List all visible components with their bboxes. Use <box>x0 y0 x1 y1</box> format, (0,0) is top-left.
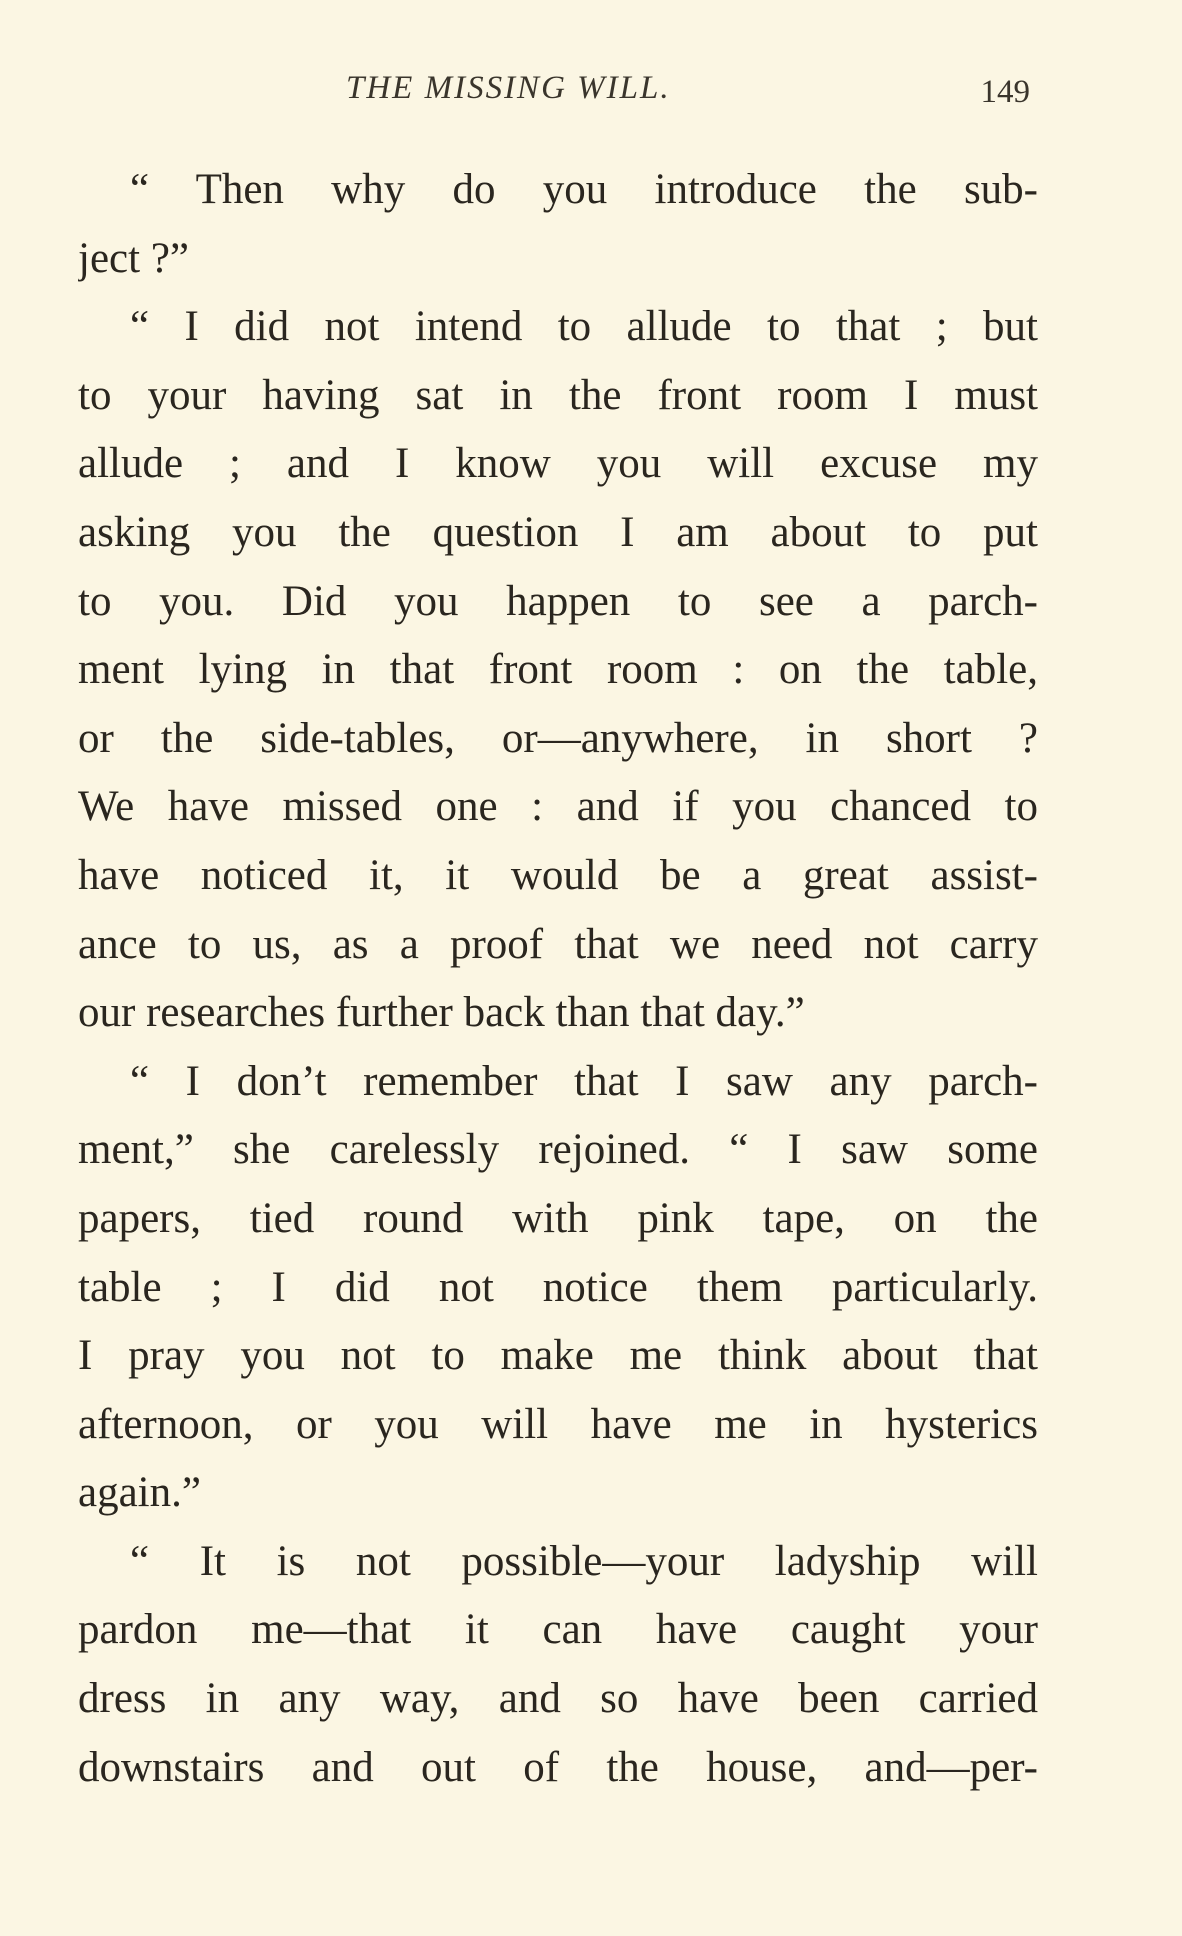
book-page <box>78 0 1038 1936</box>
text-line: ance to us, as a proof that we need not carry <box>78 920 1038 968</box>
text-line: papers, tied round with pink tape, on the <box>78 1194 1038 1242</box>
text-line: table ; I did not notice them particularly. <box>78 1263 1038 1311</box>
text-line: to your having sat in the front room I must <box>78 371 1038 419</box>
text-line: ment lying in that front room : on the table, <box>78 646 1038 694</box>
page-number: 149 <box>980 74 1030 110</box>
text-line: “ It is not possible—your ladyship will <box>130 1537 1038 1585</box>
text-line: or the side-tables, or—anywhere, in short ? <box>78 714 1038 762</box>
text-line: asking you the question I am about to put <box>78 508 1038 556</box>
text-line: have noticed it, it would be a great assist- <box>78 851 1038 899</box>
text-line: “ Then why do you introduce the sub- <box>130 166 1038 213</box>
text-line: afternoon, or you will have me in hysterics <box>78 1400 1038 1448</box>
text-line: our researches further back than that day.” <box>78 989 805 1037</box>
text-line: I pray you not to make me think about that <box>78 1332 1038 1380</box>
text-line: “ I did not intend to allude to that ; but <box>130 303 1038 351</box>
text-line: We have missed one : and if you chanced to <box>78 783 1038 831</box>
text-line: dress in any way, and so have been carried <box>78 1675 1038 1723</box>
body-text <box>78 156 1038 1802</box>
text-line: ject ?” <box>78 234 189 282</box>
running-head <box>78 70 1038 120</box>
text-line: downstairs and out of the house, and—per- <box>78 1743 1038 1791</box>
text-line: “ I don’t remember that I saw any parch- <box>130 1057 1038 1105</box>
text-line: allude ; and I know you will excuse my <box>78 440 1038 488</box>
running-title: THE MISSING WILL. <box>346 70 671 106</box>
text-line: ment,” she carelessly rejoined. “ I saw some <box>78 1126 1038 1174</box>
text-line: again.” <box>78 1469 201 1517</box>
text-line: pardon me—that it can have caught your <box>78 1606 1038 1654</box>
text-line: to you. Did you happen to see a parch- <box>78 577 1038 625</box>
